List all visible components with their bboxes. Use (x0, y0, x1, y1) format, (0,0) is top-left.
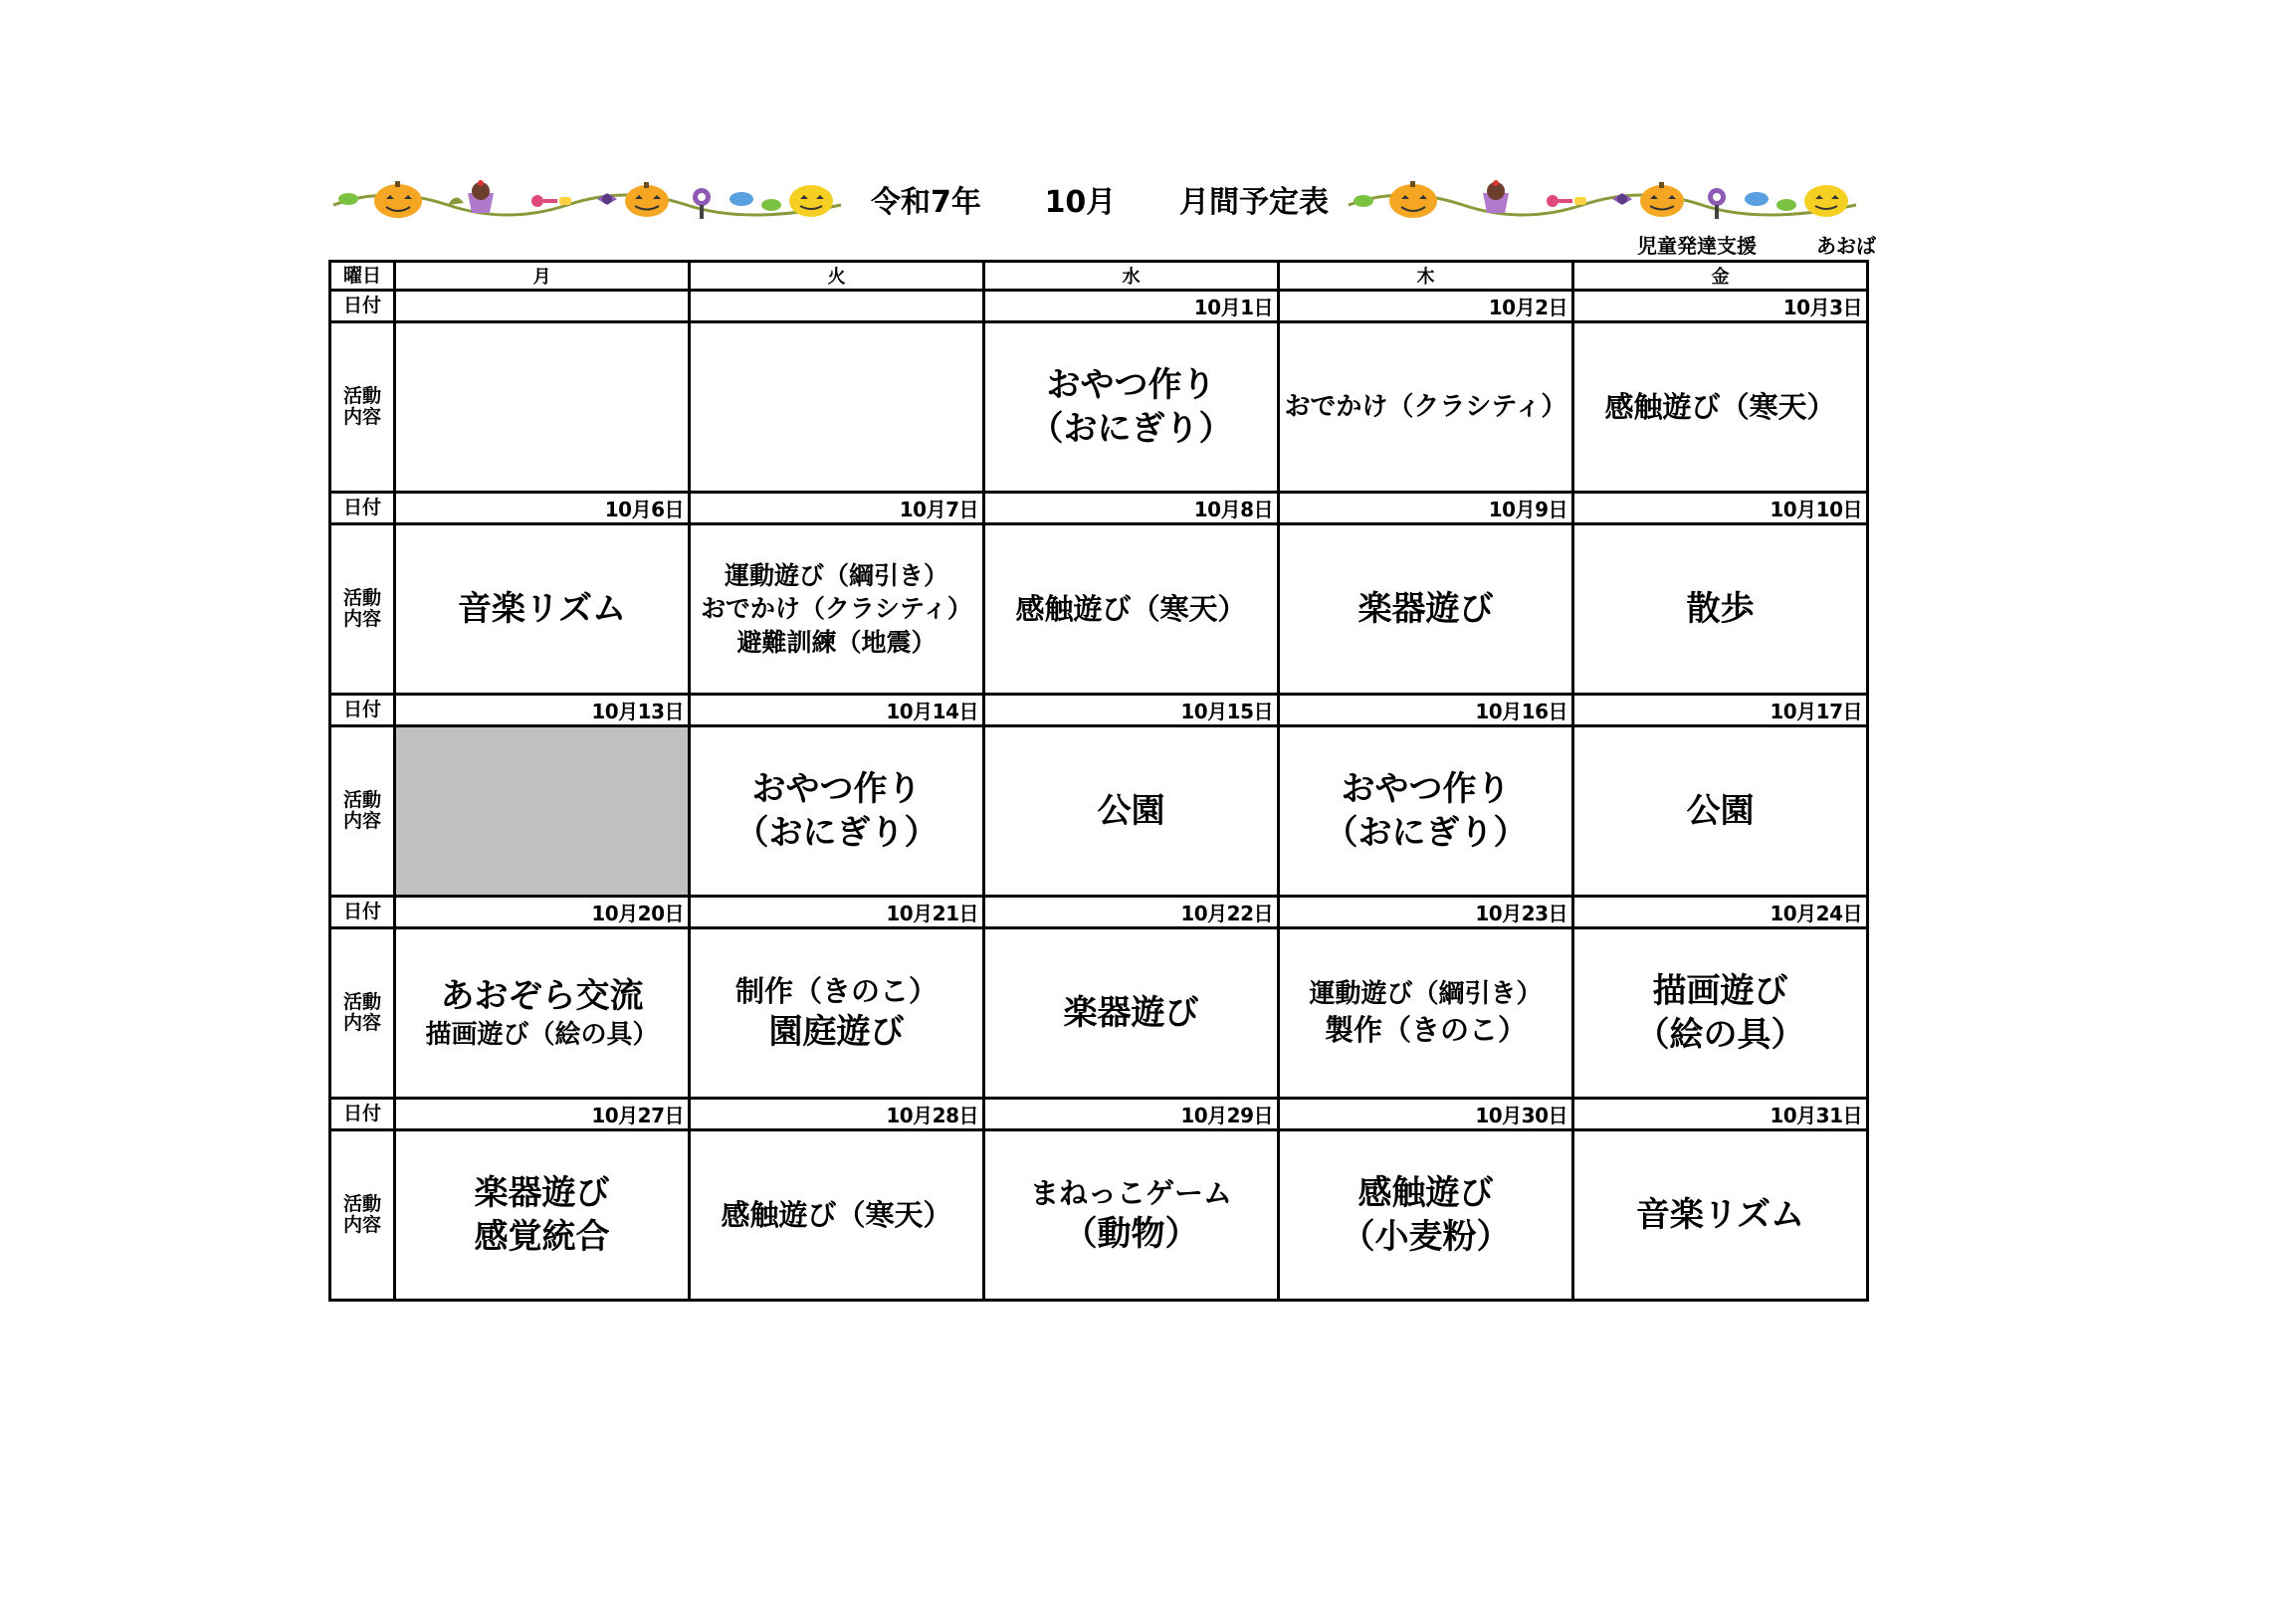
facility-org: 児童発達支援 (1637, 233, 1757, 258)
pumpkin-vine-icon (1344, 175, 1861, 223)
date-cell-fri: 10月24日 (1573, 897, 1868, 928)
date-cell-fri: 10月3日 (1573, 291, 1868, 322)
activity-text: あおぞら交流 (440, 975, 644, 1016)
activity-cell-tue (690, 524, 984, 695)
activity-label-line-2: 内容 (342, 1012, 381, 1034)
activity-cell-thu (1279, 726, 1573, 897)
activity-cell-fri (1573, 322, 1868, 493)
date-cell-tue: 10月14日 (690, 695, 984, 726)
activity-row (330, 322, 1868, 493)
activity-lines (985, 591, 1277, 627)
activity-text: 散歩 (1686, 588, 1755, 629)
date-cell-thu: 10月2日 (1279, 291, 1573, 322)
date-row (330, 897, 1868, 928)
title-text: 月間予定表 (1179, 185, 1329, 220)
activity-text: （おにぎり） (1029, 409, 1233, 449)
activity-label-line-1: 活動 (342, 587, 381, 609)
activity-label-line-2: 内容 (342, 1214, 381, 1236)
activity-lines (1280, 768, 1571, 855)
activity-lines (691, 768, 982, 855)
activity-cell-tue (690, 322, 984, 493)
activity-lines (1574, 790, 1866, 833)
activity-row (330, 726, 1868, 897)
activity-label (330, 322, 395, 493)
activity-lines (396, 588, 688, 631)
activity-cell-mon (395, 1130, 690, 1301)
date-cell-fri: 10月17日 (1573, 695, 1868, 726)
weekday-wed: 水 (984, 262, 1279, 291)
activity-lines (985, 1175, 1277, 1256)
date-cell-mon (395, 291, 690, 322)
date-cell-mon: 10月27日 (395, 1099, 690, 1130)
activity-cell-thu (1279, 1130, 1573, 1301)
activity-text: 感触遊び（寒天） (1015, 591, 1247, 626)
page-title (871, 177, 1329, 221)
activity-cell-thu (1279, 524, 1573, 695)
date-cell-tue (690, 291, 984, 322)
activity-text: 感覚統合 (474, 1217, 610, 1257)
title-month: 10月 (1044, 185, 1117, 220)
activity-cell-fri (1573, 1130, 1868, 1301)
activity-label-line-1: 活動 (342, 385, 381, 407)
activity-text: まねっこゲーム (1029, 1175, 1232, 1210)
activity-lines (691, 1197, 982, 1233)
date-cell-thu: 10月30日 (1279, 1099, 1573, 1130)
activity-lines (396, 975, 688, 1052)
date-cell-thu: 10月23日 (1279, 897, 1573, 928)
activity-cell-fri (1573, 726, 1868, 897)
date-cell-wed: 10月1日 (984, 291, 1279, 322)
activity-text: （おにぎり） (734, 813, 939, 853)
activity-text: 避難訓練（地震） (736, 627, 937, 657)
weekday-header-row (330, 262, 1868, 291)
activity-label-line-2: 内容 (342, 810, 381, 832)
schedule-body (330, 262, 1868, 1301)
activity-lines (1574, 1194, 1866, 1237)
activity-text: おでかけ（クラシティ） (1284, 391, 1567, 422)
activity-text: 楽器遊び (474, 1172, 610, 1213)
activity-label (330, 1130, 395, 1301)
activity-cell-fri (1573, 928, 1868, 1099)
date-row (330, 493, 1868, 524)
weekday-mon: 月 (395, 262, 690, 291)
date-label: 日付 (330, 493, 395, 524)
activity-text: 公園 (1097, 790, 1165, 831)
activity-lines (1574, 588, 1866, 631)
activity-label-line-1: 活動 (342, 789, 381, 811)
weekday-thu: 木 (1279, 262, 1573, 291)
activity-text: おでかけ（クラシティ） (701, 594, 972, 624)
halloween-border-left (328, 175, 846, 223)
activity-text: おやつ作り (1341, 768, 1511, 809)
activity-text: 楽器遊び (1357, 588, 1494, 629)
activity-lines (1574, 389, 1866, 425)
activity-lines (1280, 391, 1571, 424)
activity-text: 音楽リズム (457, 588, 627, 629)
activity-label (330, 928, 395, 1099)
activity-lines (985, 364, 1277, 451)
activity-cell-mon (395, 928, 690, 1099)
date-cell-tue: 10月28日 (690, 1099, 984, 1130)
date-label: 日付 (330, 695, 395, 726)
date-row (330, 291, 1868, 322)
activity-text: 制作（きのこ） (734, 973, 938, 1008)
pumpkin-vine-icon (328, 175, 846, 223)
weekday-label: 曜日 (330, 262, 395, 291)
activity-cell-tue (690, 726, 984, 897)
date-row (330, 695, 1868, 726)
activity-text: 描画遊び (1652, 970, 1788, 1011)
activity-text: （動物） (1063, 1213, 1199, 1254)
activity-cell-thu (1279, 322, 1573, 493)
halloween-border-right (1344, 175, 1861, 223)
activity-lines (1280, 588, 1571, 631)
activity-cell-mon (395, 524, 690, 695)
activity-cell-wed (984, 1130, 1279, 1301)
activity-lines (396, 1172, 688, 1259)
date-cell-thu: 10月16日 (1279, 695, 1573, 726)
activity-cell-wed (984, 524, 1279, 695)
date-cell-wed: 10月15日 (984, 695, 1279, 726)
date-cell-wed: 10月29日 (984, 1099, 1279, 1130)
date-cell-mon: 10月20日 (395, 897, 690, 928)
activity-text: 園庭遊び (768, 1011, 905, 1052)
activity-text: （小麦粉） (1341, 1217, 1511, 1257)
activity-label (330, 726, 395, 897)
date-label: 日付 (330, 291, 395, 322)
activity-text: 製作（きのこ） (1324, 1013, 1527, 1048)
activity-label (330, 524, 395, 695)
date-cell-thu: 10月9日 (1279, 493, 1573, 524)
activity-lines (691, 560, 982, 658)
activity-cell-thu (1279, 928, 1573, 1099)
activity-text: おやつ作り (751, 768, 922, 809)
title-era: 令和7年 (871, 185, 981, 220)
activity-cell-tue (690, 1130, 984, 1301)
date-cell-fri: 10月10日 (1573, 493, 1868, 524)
activity-text: 音楽リズム (1635, 1194, 1805, 1235)
activity-row (330, 928, 1868, 1099)
activity-label-line-2: 内容 (342, 608, 381, 630)
date-label: 日付 (330, 897, 395, 928)
activity-text: 描画遊び（絵の具） (425, 1020, 659, 1050)
activity-text: 運動遊び（綱引き） (1309, 978, 1543, 1009)
activity-text: おやつ作り (1046, 364, 1216, 405)
activity-text: （絵の具） (1635, 1015, 1805, 1055)
activity-cell-tue (690, 928, 984, 1099)
activity-text: （おにぎり） (1324, 813, 1528, 853)
activity-text: 感触遊び（寒天） (1604, 389, 1836, 424)
activity-text: 感触遊び（寒天） (721, 1197, 952, 1232)
date-cell-tue: 10月7日 (690, 493, 984, 524)
activity-lines (985, 790, 1277, 833)
date-cell-tue: 10月21日 (690, 897, 984, 928)
date-row (330, 1099, 1868, 1130)
weekday-fri: 金 (1573, 262, 1868, 291)
activity-cell-wed (984, 322, 1279, 493)
date-cell-mon: 10月6日 (395, 493, 690, 524)
date-label: 日付 (330, 1099, 395, 1130)
activity-lines (985, 992, 1277, 1035)
activity-text: 楽器遊び (1063, 992, 1199, 1033)
activity-cell-wed (984, 726, 1279, 897)
facility-name (1637, 231, 1876, 257)
activity-label-line-1: 活動 (342, 991, 381, 1013)
activity-lines (1280, 978, 1571, 1049)
activity-text: 運動遊び（綱引き） (724, 561, 948, 591)
activity-text: 感触遊び (1357, 1172, 1494, 1213)
activity-label-line-1: 活動 (342, 1193, 381, 1215)
activity-cell-wed (984, 928, 1279, 1099)
date-cell-mon: 10月13日 (395, 695, 690, 726)
date-cell-wed: 10月8日 (984, 493, 1279, 524)
activity-cell-mon (395, 322, 690, 493)
schedule-table (328, 260, 1869, 1302)
activity-cell-mon (395, 726, 690, 897)
date-cell-wed: 10月22日 (984, 897, 1279, 928)
page-header (328, 169, 1866, 229)
activity-lines (1574, 970, 1866, 1057)
activity-text: 公園 (1686, 790, 1755, 831)
weekday-tue: 火 (690, 262, 984, 291)
activity-row (330, 1130, 1868, 1301)
activity-lines (691, 973, 982, 1054)
facility-short-name: あおば (1816, 233, 1876, 258)
activity-lines (1280, 1172, 1571, 1259)
date-cell-fri: 10月31日 (1573, 1099, 1868, 1130)
activity-cell-fri (1573, 524, 1868, 695)
activity-label-line-2: 内容 (342, 406, 381, 428)
activity-row (330, 524, 1868, 695)
